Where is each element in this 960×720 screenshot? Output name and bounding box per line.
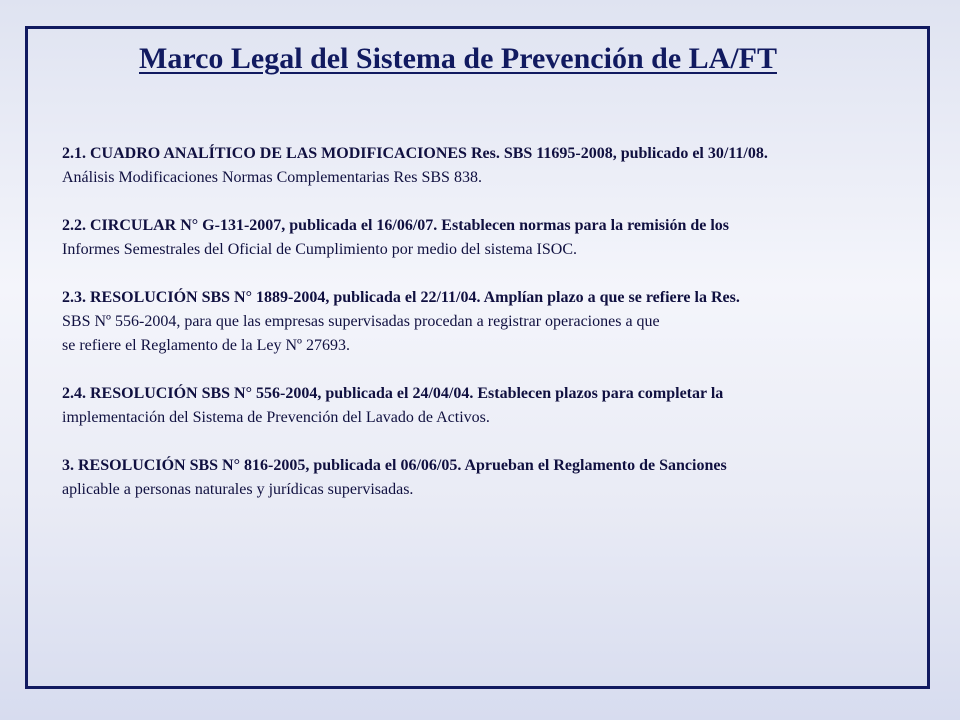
legal-item-heading: 2.3. RESOLUCIÓN SBS N° 1889-2004, publicada el 22/11/04. Amplían plazo a que se refiere la Res. bbox=[62, 289, 740, 306]
legal-item-text: aplicable a personas naturales y jurídicas supervisadas. bbox=[62, 481, 414, 498]
legal-item-2-1 bbox=[62, 142, 891, 190]
legal-item-heading: 2.4. RESOLUCIÓN SBS N° 556-2004, publicada el 24/04/04. Establecen plazos para completar la bbox=[62, 385, 724, 402]
legal-item-2-2 bbox=[62, 214, 891, 262]
legal-item-heading: 3. RESOLUCIÓN SBS N° 816-2005, publicada el 06/06/05. Aprueban el Reglamento de Sanciones bbox=[62, 457, 727, 474]
legal-item-text: Análisis Modificaciones Normas Complementarias Res SBS 838. bbox=[62, 169, 482, 186]
page-title-text: Marco Legal del Sistema de Prevención de LA/FT bbox=[139, 42, 777, 75]
legal-item-heading: 2.1. CUADRO ANALÍTICO DE LAS MODIFICACIONES Res. SBS 11695-2008, publicado el 30/11/08. bbox=[62, 145, 768, 162]
legal-framework-list bbox=[62, 142, 891, 526]
legal-item-heading: 2.2. CIRCULAR N° G-131-2007, publicada el 16/06/07. Establecen normas para la remisión de los bbox=[62, 217, 730, 234]
legal-item-2-4 bbox=[62, 382, 891, 430]
page-title bbox=[0, 42, 960, 76]
legal-item-text: Informes Semestrales del Oficial de Cumplimiento por medio del sistema ISOC. bbox=[62, 241, 578, 258]
legal-item-text: se refiere el Reglamento de la Ley Nº 27693. bbox=[62, 337, 350, 354]
legal-item-text: SBS Nº 556-2004, para que las empresas supervisadas procedan a registrar operaciones a que bbox=[62, 313, 660, 330]
legal-item-3 bbox=[62, 454, 891, 502]
legal-item-2-3 bbox=[62, 286, 891, 358]
legal-item-text: implementación del Sistema de Prevención del Lavado de Activos. bbox=[62, 409, 490, 426]
